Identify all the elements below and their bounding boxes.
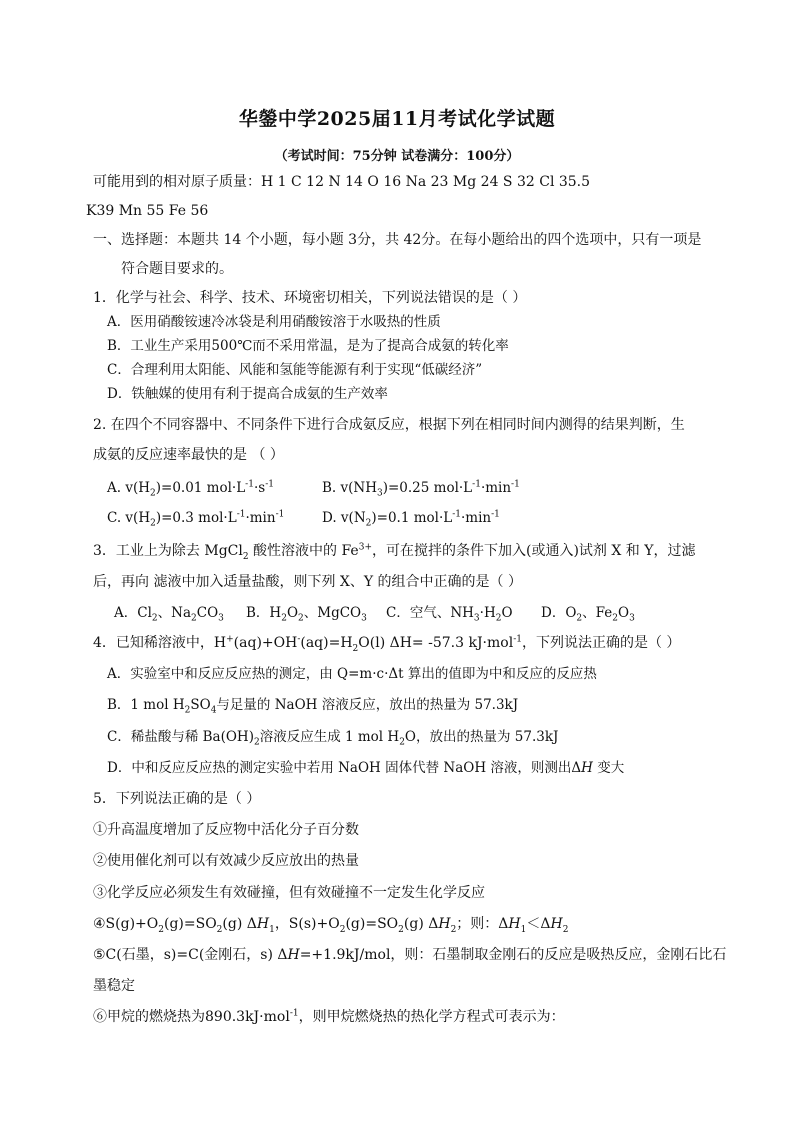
q1-option-c: C．合理利用太阳能、风能和氢能等能源有利于实现“低碳经济” xyxy=(107,362,483,378)
q1-option-d: D．铁触媒的使用有利于提高合成氨的生产效率 xyxy=(107,386,388,402)
q4-option-c: C．稀盐酸与稀 $Ba(OH)_2$溶液反应生成 1 mol $H_2O$，放出的热量为 57.3kJ xyxy=(107,729,559,748)
atomic-masses-line2: K39 Mn 55 Fe 56 xyxy=(86,203,209,219)
q3-option-d: D．$O_2$、$Fe_2O_3$ xyxy=(541,605,635,624)
q5-statement-6: ⑥甲烷的燃烧热为890.3kJ·mol$^{-1}$，则甲烷燃烧热的热化学方程式可表示为： xyxy=(93,1008,565,1025)
exam-title: 华鎣中学2025届11月考试化学试题 xyxy=(238,108,556,130)
q2-stem-cont: 成氨的反应速率最快的是 （ ） xyxy=(93,447,284,463)
q2-option-c: C. $v(H_2)=0.3$ $mol\cdot L^{-1}\cdot\min^{-1}$ xyxy=(107,509,285,529)
q3-option-c: C．空气、$NH_3\cdot H_2O$ xyxy=(386,605,513,624)
q2-option-b: B. $v(NH_3)=0.25$ $mol\cdot L^{-1}\cdot\min^{-1}$ xyxy=(322,479,520,499)
q5-stem: 5．下列说法正确的是（ ） xyxy=(93,791,261,807)
atomic-masses-line1: 可能用到的相对原子质量：H 1 C 12 N 14 O 16 Na 23 Mg 24 S 32 Cl 35.5 xyxy=(93,174,591,190)
q3-option-a: A．$Cl_2$、$Na_2CO_3$ xyxy=(114,605,224,624)
q3-stem: 3．工业上为除去 MgCl$_2$ 酸性溶液中的 $Fe^{3+}$，可在搅拌的条件下加入(或通入)试剂 X 和 Y，过滤 xyxy=(93,542,696,562)
q5-statement-3: ③化学反应必须发生有效碰撞，但有效碰撞不一定发生化学反应 xyxy=(93,885,485,901)
q4-option-a: A．实验室中和反应反应热的测定，由 Q=m·c·Δt 算出的值即为中和反应的反应热 xyxy=(107,666,597,682)
q5-statement-2: ②使用催化剂可以有效减少反应放出的热量 xyxy=(93,853,359,869)
q1-stem: 1．化学与社会、科学、技术、环境密切相关，下列说法错误的是（ ） xyxy=(93,290,527,306)
q2-option-d: D. $v(N_2)=0.1$ $mol\cdot L^{-1}\cdot\min^{-1}$ xyxy=(322,509,500,529)
q5-statement-5: ⑤C(石墨，s)=C(金刚石，s) ΔH=+1.9kJ/mol，则：石墨制取金刚石的反应是吸热反应，金刚石比石 xyxy=(93,947,727,963)
section-heading: 一、选择题：本题共 14 个小题，每小题 3分，共 42分。在每小题给出的四个选项中，只有一项是 xyxy=(93,232,702,248)
q5-statement-1: ①升高温度增加了反应物中活化分子百分数 xyxy=(93,822,359,838)
q3-stem-cont: 后，再向 滤液中加入适量盐酸，则下列 X、Y 的组合中正确的是（ ） xyxy=(93,574,523,590)
q4-option-d: D．中和反应反应热的测定实验中若用 NaOH 固体代替 NaOH 溶液，则测出ΔH 变大 xyxy=(107,760,625,776)
q5-statement-5-cont: 墨稳定 xyxy=(93,978,135,994)
q4-option-b: B．1 mol $H_2SO_4$与足量的 NaOH 溶液反应，放出的热量为 57.3kJ xyxy=(107,697,519,716)
q1-option-b: B．工业生产采用500℃而不采用常温，是为了提高合成氨的转化率 xyxy=(107,338,509,354)
q3-option-b: B．$H_2O_2$、MgCO$_3$ xyxy=(246,605,367,624)
q5-statement-4: $④S(g)+O_2(g)=SO_2(g)$ $\Delta H_1$，$S(s)+O_2(g)=SO_2(g)$ $\Delta H_2$；则：$\Delta H_1<\Delta H_2$ xyxy=(93,916,569,935)
q4-stem: 4．已知稀溶液中，$H^+(aq)+OH^-(aq)=H_2O(l)$ ΔH= -57.3 kJ·mol$^{-1}$，下列说法正确的是（ ） xyxy=(93,634,681,654)
exam-subtitle: （考试时间：75分钟 试卷满分：100分） xyxy=(274,149,520,164)
q2-option-a: A. $v(H_2)=0.01$ $mol\cdot L^{-1}\cdot s^{-1}$ xyxy=(107,479,274,499)
section-heading-cont: 符合题目要求的。 xyxy=(121,261,233,277)
q2-stem: 2. 在四个不同容器中、不同条件下进行合成氨反应，根据下列在相同时间内测得的结果判断，生 xyxy=(93,417,685,433)
q1-option-a: A．医用硝酸铵速冷冰袋是利用硝酸铵溶于水吸热的性质 xyxy=(107,314,441,330)
